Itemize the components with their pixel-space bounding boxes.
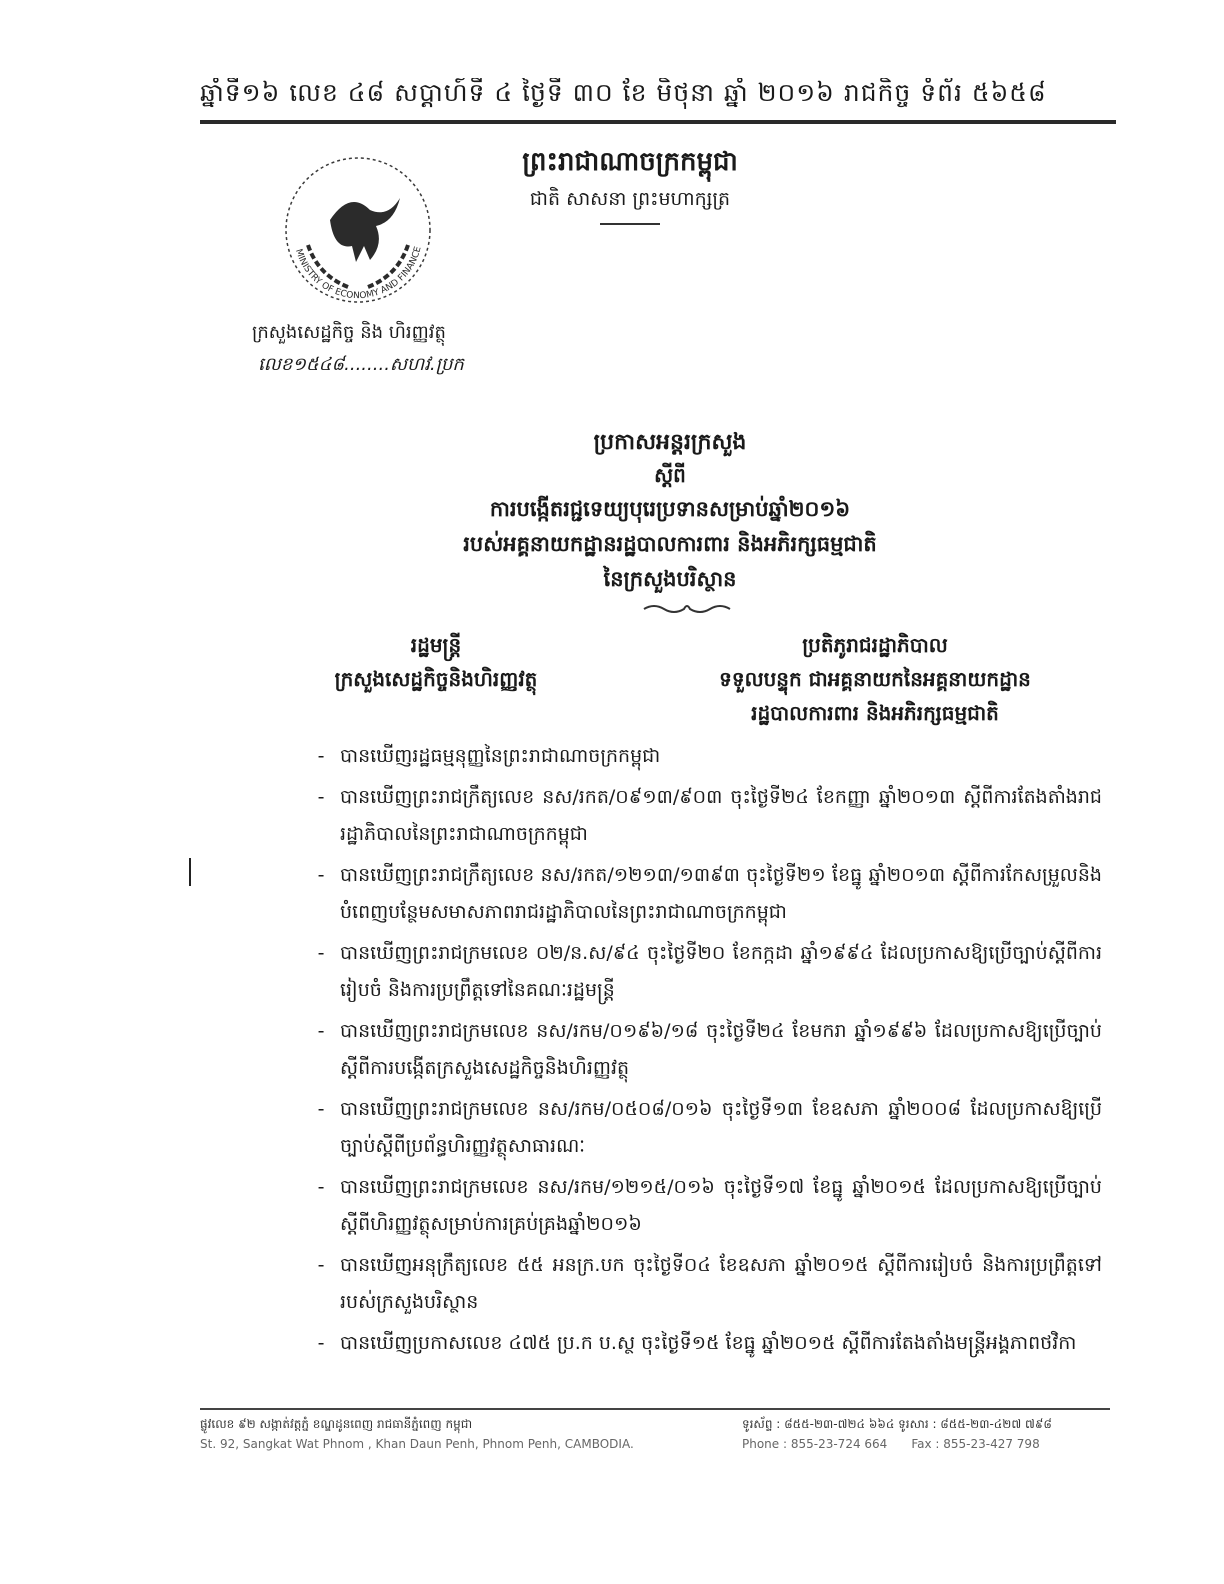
gazette-header-line: ឆ្នាំទី១៦ លេខ ៤៨ សប្តាហ៍ទី ៤ ថ្ងៃទី ៣០ ខែ មិថុនា ឆ្នាំ ២០១៦ រាជកិច្ច ទំព័រ ៥៦៥៨ bbox=[200, 78, 1047, 107]
title-ornament-icon bbox=[642, 602, 732, 616]
document-title-block bbox=[380, 428, 960, 597]
header-rule bbox=[200, 120, 1116, 124]
address-english: St. 92, Sangkat Wat Phnom , Khan Daun Penh, Phnom Penh, CAMBODIA. bbox=[200, 1437, 634, 1451]
clause-item: - បានឃើញព្រះរាជក្រមលេខ នស/រកម/១២១៥/០១៦ ចុះថ្ងៃទី១៧ ខែធ្នូ ឆ្នាំ២០១៥ ដែលប្រកាសឱ្យប្រើច្បាប់ស្តីពីហិរញ្ញវត្ថុសម្រាប់ការគ្រប់គ្រងឆ្នាំ២០១៦ bbox=[317, 1176, 1102, 1235]
signatory-right-role: ទទួលបន្ទុក ជាអគ្គនាយកនៃអគ្គនាយកដ្ឋាន bbox=[719, 667, 1031, 691]
ministry-emblem-icon bbox=[278, 150, 438, 315]
motto-ornament bbox=[600, 223, 660, 225]
national-motto: ជាតិ សាសនា ព្រះមហាក្សត្រ bbox=[529, 188, 731, 210]
clause-item: - បានឃើញអនុក្រឹត្យលេខ ៥៥ អនក្រ.បក ចុះថ្ងៃទី០៤ ខែឧសភា ឆ្នាំ២០១៥ ស្តីពីការរៀបចំ និងការប្រព្រឹត្តទៅរបស់ក្រសួងបរិស្ថាន bbox=[317, 1254, 1102, 1313]
clause-item: - បានឃើញព្រះរាជក្រមលេខ នស/រកម/០៥០៨/០១៦ ចុះថ្ងៃទី១៣ ខែឧសភា ឆ្នាំ២០០៨ ដែលប្រកាសឱ្យប្រើច្បាប់ស្តីពីប្រព័ន្ធហិរញ្ញវត្ថុសាធារណៈ bbox=[317, 1098, 1102, 1157]
address-khmer: ផ្លូវលេខ ៩២ សង្កាត់វត្តភ្នំ ខណ្ឌដូនពេញ រាជធានីភ្នំពេញ កម្ពុជា bbox=[200, 1417, 473, 1431]
kingdom-name: ព្រះរាជាណាចក្រកម្ពុជា bbox=[522, 147, 738, 177]
ref-suffix: សហវ.ប្រក bbox=[389, 354, 464, 375]
reference-number: លេខ១៥៤៨........សហវ.ប្រក bbox=[258, 354, 464, 375]
ref-number: ១៥៤៨ bbox=[292, 354, 345, 375]
clause-item: - បានឃើញព្រះរាជក្រឹត្យលេខ នស/រកត/០៩១៣/៩០៣ ចុះថ្ងៃទី២៤ ខែកញ្ញា ឆ្នាំ២០១៣ ស្តីពីការតែងតាំងរាជរដ្ឋាភិបាលនៃព្រះរាជាណាចក្រកម្ពុជា bbox=[317, 786, 1102, 845]
doc-on: ស្តីពី bbox=[654, 463, 686, 487]
doc-title-line-3: នៃក្រសួងបរិស្ថាន bbox=[603, 567, 737, 591]
kingdom-heading bbox=[470, 145, 790, 225]
footer-contacts bbox=[742, 1414, 1064, 1454]
clause-item: - បានឃើញប្រកាសលេខ ៤៧៥ ប្រ.ក ប.ស្ថ ចុះថ្ងៃទី១៥ ខែធ្នូ ឆ្នាំ២០១៥ ស្តីពីការតែងតាំងមន្ត្រីអង្គភាពថវិកា bbox=[317, 1332, 1077, 1354]
emblem-text: MINISTRY OF ECONOMY AND FINANCE bbox=[293, 245, 424, 302]
ref-label: លេខ bbox=[258, 354, 293, 375]
clause-item: - បានឃើញព្រះរាជក្រឹត្យលេខ នស/រកត/១២១៣/១៣៩៣ ចុះថ្ងៃទី២១ ខែធ្នូ ឆ្នាំ២០១៣ ស្តីពីការកែសម្រួលនិងបំពេញបន្ថែមសមាសភាពរាជរដ្ឋាភិបាលនៃព្រះរាជាណាចក្រកម្ពុជា bbox=[317, 864, 1102, 923]
footer-rule bbox=[200, 1408, 1110, 1410]
fax-number: Fax : 855-23-427 798 bbox=[911, 1437, 1040, 1451]
doc-title-line-2: របស់អគ្គនាយកដ្ឋានរដ្ឋបាលការពារ និងអភិរក្សធម្មជាតិ bbox=[463, 532, 877, 556]
doc-title-line-1: ការបង្កើតរជ្ជទេយ្យបុរេប្រទានសម្រាប់ឆ្នាំ២០១៦ bbox=[489, 497, 851, 521]
footer-address bbox=[200, 1414, 634, 1454]
contacts-khmer: ទូរស័ព្ទ : ៨៥៥-២៣-៧២៤ ៦៦៤ ទូរសារ : ៨៥៥-២៣-៤២៧ ៧៩៨ bbox=[742, 1417, 1052, 1431]
signatory-right bbox=[690, 628, 1060, 730]
signatory-left bbox=[286, 628, 586, 696]
margin-mark bbox=[189, 858, 191, 886]
doc-type: ប្រកាសអន្តរក្រសួង bbox=[593, 430, 747, 455]
signatory-left-ministry: ក្រសួងសេដ្ឋកិច្ចនិងហិរញ្ញវត្ថុ bbox=[334, 667, 538, 691]
signatory-right-dept: រដ្ឋបាលការពារ និងអភិរក្សធម្មជាតិ bbox=[751, 701, 999, 725]
preamble-clauses bbox=[312, 738, 1102, 1366]
clause-item: - បានឃើញព្រះរាជក្រមលេខ នស/រកម/០១៩៦/១៨ ចុះថ្ងៃទី២៤ ខែមករា ឆ្នាំ១៩៩៦ ដែលប្រកាសឱ្យប្រើច្បាប់ស្តីពីការបង្កើតក្រសួងសេដ្ឋកិច្ចនិងហិរញ្ញវត្ថុ bbox=[317, 1020, 1102, 1079]
clause-item: - បានឃើញព្រះរាជក្រមលេខ ០២/ន.ស/៩៤ ចុះថ្ងៃទី២០ ខែកក្កដា ឆ្នាំ១៩៩៤ ដែលប្រកាសឱ្យប្រើច្បាប់ស្តីពីការរៀបចំ និងការប្រព្រឹត្តទៅនៃគណៈរដ្ឋមន្ត្រី bbox=[317, 942, 1102, 1001]
clause-item: - បានឃើញរដ្ឋធម្មនុញ្ញនៃព្រះរាជាណាចក្រកម្ពុជា bbox=[317, 745, 661, 767]
ministry-name: ក្រសួងសេដ្ឋកិច្ច និង ហិរញ្ញវត្ថុ bbox=[252, 322, 446, 343]
signatory-right-title: ប្រតិភូរាជរដ្ឋាភិបាល bbox=[802, 633, 948, 657]
phone-number: Phone : 855-23-724 664 bbox=[742, 1437, 888, 1451]
contacts-english bbox=[742, 1434, 1064, 1454]
signatory-left-title: រដ្ឋមន្ត្រី bbox=[410, 633, 462, 657]
